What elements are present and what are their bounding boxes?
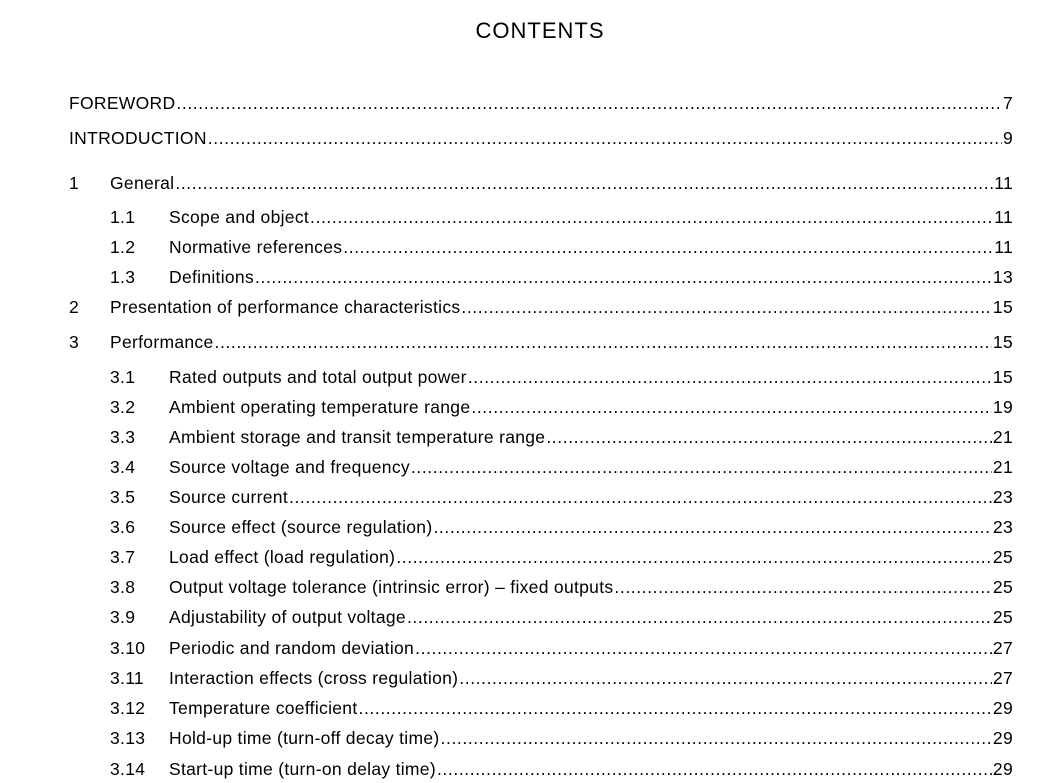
- toc-entry-label: FOREWORD: [69, 93, 176, 113]
- toc-entry-page: 9: [1002, 128, 1013, 148]
- toc-entry-number: 3.13: [110, 728, 146, 748]
- toc-entry[interactable]: [110, 546, 1013, 568]
- toc-entry-number: 3.2: [110, 397, 136, 417]
- toc-entry-label: INTRODUCTION: [69, 128, 207, 148]
- toc-entry[interactable]: [69, 127, 1013, 149]
- dot-leader: [461, 296, 992, 318]
- toc-entry-number: 3.7: [110, 547, 136, 567]
- toc-entry-page: 21: [992, 457, 1013, 477]
- dot-leader: [441, 727, 992, 749]
- toc-entry-label: Normative references: [169, 237, 343, 257]
- toc-entry-label: Temperature coefficient: [169, 698, 358, 718]
- toc-entry-number: 3.14: [110, 759, 146, 779]
- toc-entry[interactable]: [110, 667, 1013, 689]
- toc-entry[interactable]: [69, 296, 1013, 318]
- toc-entry-label: Periodic and random deviation: [169, 638, 415, 658]
- toc-entry[interactable]: [69, 92, 1013, 114]
- toc-entry-page: 25: [992, 547, 1013, 567]
- toc-entry-number: 3.6: [110, 517, 136, 537]
- toc-entry[interactable]: [110, 606, 1013, 628]
- toc-entry-page: 23: [992, 517, 1013, 537]
- toc-entry-label: Rated outputs and total output power: [169, 367, 467, 387]
- toc-entry[interactable]: [69, 331, 1013, 353]
- toc-entry-label: Performance: [110, 332, 214, 352]
- toc-entry-label: Interaction effects (cross regulation): [169, 668, 459, 688]
- dot-leader: [411, 456, 992, 478]
- toc-entry-page: 7: [1002, 93, 1013, 113]
- toc-entry[interactable]: [110, 758, 1013, 780]
- toc-entry-label: Hold-up time (turn-off decay time): [169, 728, 440, 748]
- toc-entry[interactable]: [69, 172, 1013, 194]
- toc-entry-number: 1.3: [110, 267, 136, 287]
- toc-entry-page: 25: [992, 607, 1013, 627]
- dot-leader: [343, 236, 993, 258]
- toc-entry-page: 19: [992, 397, 1013, 417]
- toc-entry-label: Ambient storage and transit temperature range: [169, 427, 546, 447]
- toc-entry[interactable]: [110, 266, 1013, 288]
- toc-entry-page: 15: [992, 297, 1013, 317]
- toc-entry[interactable]: [110, 486, 1013, 508]
- dot-leader: [310, 206, 993, 228]
- toc-entry-page: 27: [992, 668, 1013, 688]
- toc-entry[interactable]: [110, 206, 1013, 228]
- dot-leader: [546, 426, 992, 448]
- toc-entry[interactable]: [110, 236, 1013, 258]
- toc-entry-label: Start-up time (turn-on delay time): [169, 759, 436, 779]
- toc-entry[interactable]: [110, 697, 1013, 719]
- toc-entry-page: 15: [992, 367, 1013, 387]
- dot-leader: [214, 331, 991, 353]
- toc-entry-page: 23: [992, 487, 1013, 507]
- toc-entry[interactable]: [110, 727, 1013, 749]
- toc-entry-label: General: [110, 173, 175, 193]
- toc-entry-number: 3.11: [110, 668, 144, 688]
- dot-leader: [396, 546, 992, 568]
- toc-entry[interactable]: [110, 576, 1013, 598]
- dot-leader: [471, 396, 992, 418]
- toc-entry[interactable]: [110, 516, 1013, 538]
- toc-entry-label: Load effect (load regulation): [169, 547, 396, 567]
- toc-entry-page: 25: [992, 577, 1013, 597]
- toc-entry-number: 2: [69, 297, 80, 317]
- toc-entry-page: 11: [994, 207, 1013, 227]
- toc-entry-label: Adjustability of output voltage: [169, 607, 406, 627]
- toc-entry-page: 13: [992, 267, 1013, 287]
- toc-entry-number: 3.1: [110, 367, 136, 387]
- dot-leader: [433, 516, 991, 538]
- toc-entry-number: 3.9: [110, 607, 136, 627]
- page-title: CONTENTS: [475, 18, 605, 43]
- dot-leader: [437, 758, 992, 780]
- toc-entry-label: Definitions: [169, 267, 255, 287]
- toc-entry-number: 3.12: [110, 698, 146, 718]
- toc-entry-number: 1.2: [110, 237, 136, 257]
- toc-entry-label: Source effect (source regulation): [169, 517, 433, 537]
- toc-entry-page: 27: [992, 638, 1013, 658]
- toc-entry-page: 11: [994, 173, 1013, 193]
- toc-entry-page: 21: [992, 427, 1013, 447]
- toc-entry-number: 3.10: [110, 638, 146, 658]
- dot-leader: [415, 637, 992, 659]
- toc-entry[interactable]: [110, 366, 1013, 388]
- dot-leader: [255, 266, 992, 288]
- toc-entry[interactable]: [110, 396, 1013, 418]
- toc-entry[interactable]: [110, 426, 1013, 448]
- toc-entry-label: Presentation of performance characteristics: [110, 297, 461, 317]
- toc-entry-page: 15: [992, 332, 1013, 352]
- dot-leader: [407, 606, 992, 628]
- dot-leader: [614, 576, 992, 598]
- toc-entry-number: 3: [69, 332, 80, 352]
- toc-entry[interactable]: [110, 456, 1013, 478]
- toc-entry-number: 3.8: [110, 577, 136, 597]
- toc-entry-page: 29: [992, 698, 1013, 718]
- toc-entry-page: 29: [992, 728, 1013, 748]
- toc-entry-label: Source voltage and frequency: [169, 457, 410, 477]
- dot-leader: [176, 92, 1002, 114]
- dot-leader: [208, 127, 1002, 149]
- dot-leader: [459, 667, 992, 689]
- toc-entry-label: Ambient operating temperature range: [169, 397, 471, 417]
- dot-leader: [289, 486, 992, 508]
- dot-leader: [468, 366, 992, 388]
- toc-entry-label: Source current: [169, 487, 288, 507]
- dot-leader: [358, 697, 991, 719]
- toc-entry-page: 11: [994, 237, 1013, 257]
- toc-entry-number: 1: [69, 173, 80, 193]
- toc-entry[interactable]: [110, 637, 1013, 659]
- toc-entry-label: Output voltage tolerance (intrinsic error) – fixed outputs: [169, 577, 614, 597]
- toc-entry-page: 29: [992, 759, 1013, 779]
- toc-entry-number: 3.3: [110, 427, 136, 447]
- toc-entry-label: Scope and object: [169, 207, 310, 227]
- toc-entry-number: 1.1: [110, 207, 136, 227]
- dot-leader: [175, 172, 993, 194]
- toc-entry-number: 3.5: [110, 487, 136, 507]
- toc-entry-number: 3.4: [110, 457, 136, 477]
